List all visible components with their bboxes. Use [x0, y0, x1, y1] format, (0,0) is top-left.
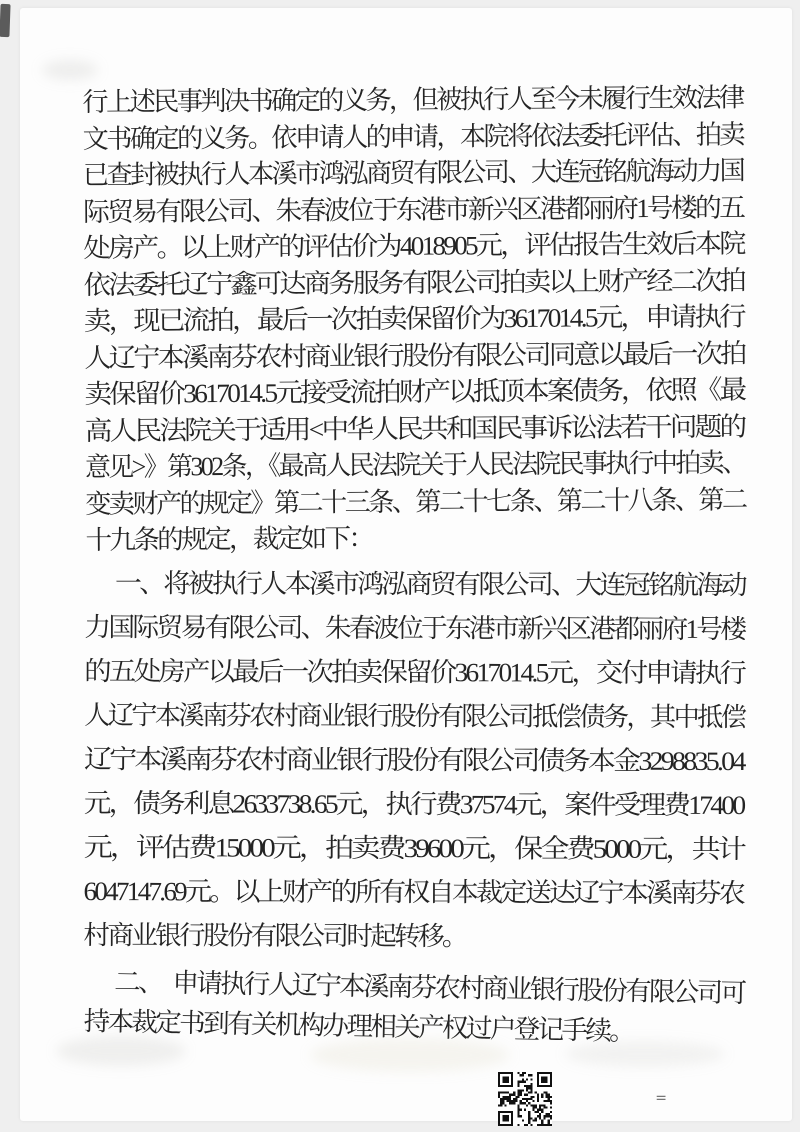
text-line: 际贸易有限公司、朱春波位于东港市新兴区港都丽府1号楼的五 — [83, 191, 744, 227]
scan-smudge — [56, 1036, 186, 1066]
text-line: 变卖财产的规定》第二十三条、第二十七条、第二十八条、第二 — [85, 483, 746, 519]
text-line: 的五处房产以最后一次拍卖保留价3617014.5元，交付申请执行 — [84, 655, 745, 688]
text-line: 村商业银行股份有限公司时起转移。 — [83, 919, 466, 951]
text-line: 行上述民事判决书确定的义务，但被执行人至今未履行生效法律 — [82, 82, 743, 118]
pen-mark: = — [656, 1089, 667, 1107]
paragraph — [82, 79, 745, 558]
text-line: 十九条的规定，裁定如下： — [85, 522, 373, 555]
scan-smudge — [565, 1041, 725, 1067]
text-line: 高人民法院关于适用<中华人民共和国民事诉讼法若干问题的 — [84, 410, 745, 446]
document-page — [20, 8, 792, 1121]
scan-smudge — [42, 60, 98, 80]
text-line: 已查封被执行人本溪市鸿泓商贸有限公司、大连冠铭航海动力国 — [82, 155, 744, 191]
text-line: 辽宁本溪南芬农村商业银行股份有限公司债务本金3298835.04 — [83, 743, 744, 776]
text-line: 6047147.69元。以上财产的所有权自本裁定送达辽宁本溪南芬农 — [83, 875, 744, 908]
qr-code-icon — [498, 1072, 552, 1126]
text-line: 二、 申请执行人辽宁本溪南芬农村商业银行股份有限公司可 — [113, 966, 745, 1008]
text-line: 一、将被执行人本溪市鸿泓商贸有限公司、大连冠铭航海动 — [114, 567, 746, 600]
text-line: 人辽宁本溪南芬农村商业银行股份有限公司同意以最后一次拍 — [84, 337, 745, 373]
text-line: 意见>》第302条，《最高人民法院关于人民法院民事执行中拍卖、 — [84, 447, 746, 482]
text-line: 人辽宁本溪南芬农村商业银行股份有限公司抵偿债务，其中抵偿 — [84, 699, 745, 732]
text-line: 元，债务利息2633738.65元，执行费37574元，案件受理费17400 — [83, 787, 744, 820]
text-line: 持本裁定书到有关机构办理相关产权过户登记手续。 — [83, 1005, 634, 1046]
paragraph — [83, 561, 744, 959]
text-line: 处房产。以上财产的评估价为4018905元，评估报告生效后本院 — [83, 228, 744, 264]
text-line: 元，评估费15000元，拍卖费39600元，保全费5000元，共计 — [83, 831, 744, 864]
scan-smudge — [310, 1038, 510, 1072]
scan-edge-artifact — [0, 4, 11, 37]
text-line: 卖，现已流拍，最后一次拍卖保留价为3617014.5元，申请执行 — [83, 301, 745, 336]
text-line: 文书确定的义务。依申请人的申请，本院将依法委托评估、拍卖 — [82, 118, 744, 154]
text-line: 依法委托辽宁鑫可达商务服务有限公司拍卖以上财产经二次拍 — [83, 264, 745, 300]
text-line: 力国际贸易有限公司、朱春波位于东港市新兴区港都丽府1号楼 — [84, 611, 745, 644]
ruling-body-text — [82, 82, 746, 1046]
text-line: 卖保留价3617014.5元接受流拍财产以抵顶本案债务，依照《最 — [84, 374, 745, 409]
